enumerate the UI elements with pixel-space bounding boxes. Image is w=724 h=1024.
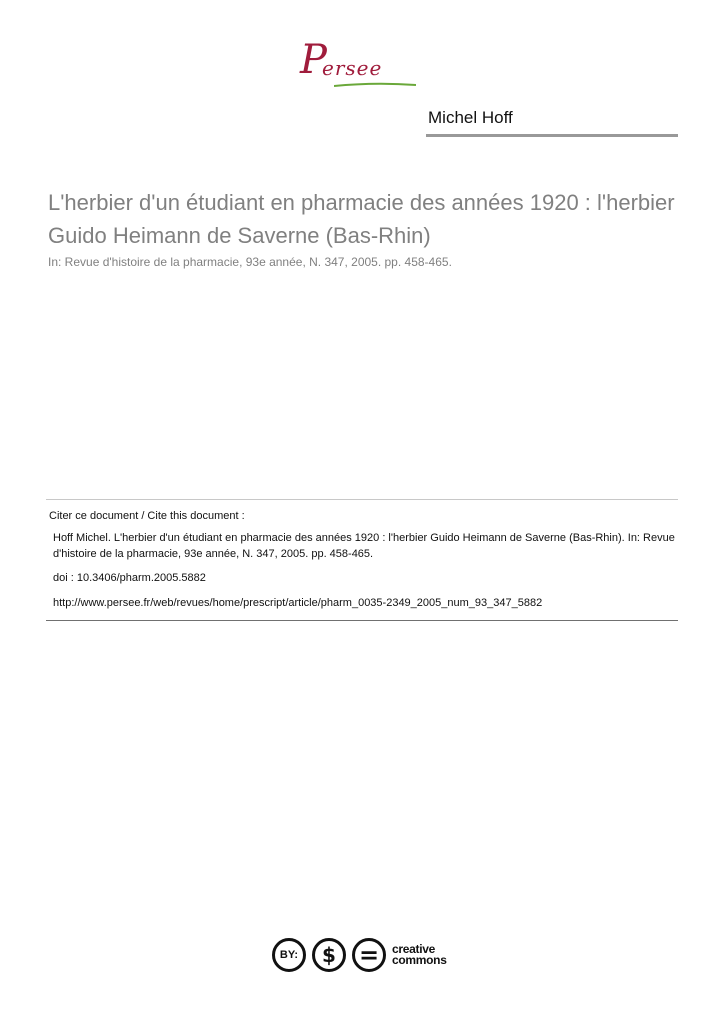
- logo-word: ersee: [322, 56, 383, 80]
- citation-reference: Hoff Michel. L'herbier d'un étudiant en pharmacie des années 1920 : l'herbier Guido Heimann de Saverne (Bas-Rhin). In: Revue d'histoire de la pharmacie, 93e année, N. 347, 2005. pp. 458-465.: [53, 532, 675, 560]
- author-block: [426, 108, 678, 137]
- article-title: L'herbier d'un étudiant en pharmacie des années 1920 : l'herbier Guido Heimann de Saverne (Bas-Rhin): [48, 190, 675, 248]
- author-rule: [426, 134, 678, 137]
- cc-by-icon: BY:: [272, 938, 306, 972]
- citation-label: Citer ce document / Cite this document :: [49, 510, 245, 522]
- cc-nd-icon: =: [352, 938, 386, 972]
- creative-commons-badge[interactable]: [270, 936, 456, 978]
- cc-wordmark-line2: commons: [392, 953, 447, 967]
- logo-mark: P: [300, 37, 327, 83]
- citation-doi[interactable]: doi : 10.3406/pharm.2005.5882: [53, 572, 206, 584]
- cc-nc-icon: $: [312, 938, 346, 972]
- citation-box: [46, 499, 678, 621]
- cc-wordmark: [392, 944, 447, 966]
- author-name: Michel Hoff: [428, 108, 513, 127]
- citation-url[interactable]: http://www.persee.fr/web/revues/home/prescript/article/pharm_0035-2349_2005_num_93_347_5882: [53, 597, 543, 609]
- persee-logo: [300, 37, 420, 94]
- cc-wordmark-line1: creative: [392, 942, 435, 956]
- logo-swoosh-icon: [334, 80, 416, 88]
- article-source: In: Revue d'histoire de la pharmacie, 93e année, N. 347, 2005. pp. 458-465.: [48, 255, 452, 269]
